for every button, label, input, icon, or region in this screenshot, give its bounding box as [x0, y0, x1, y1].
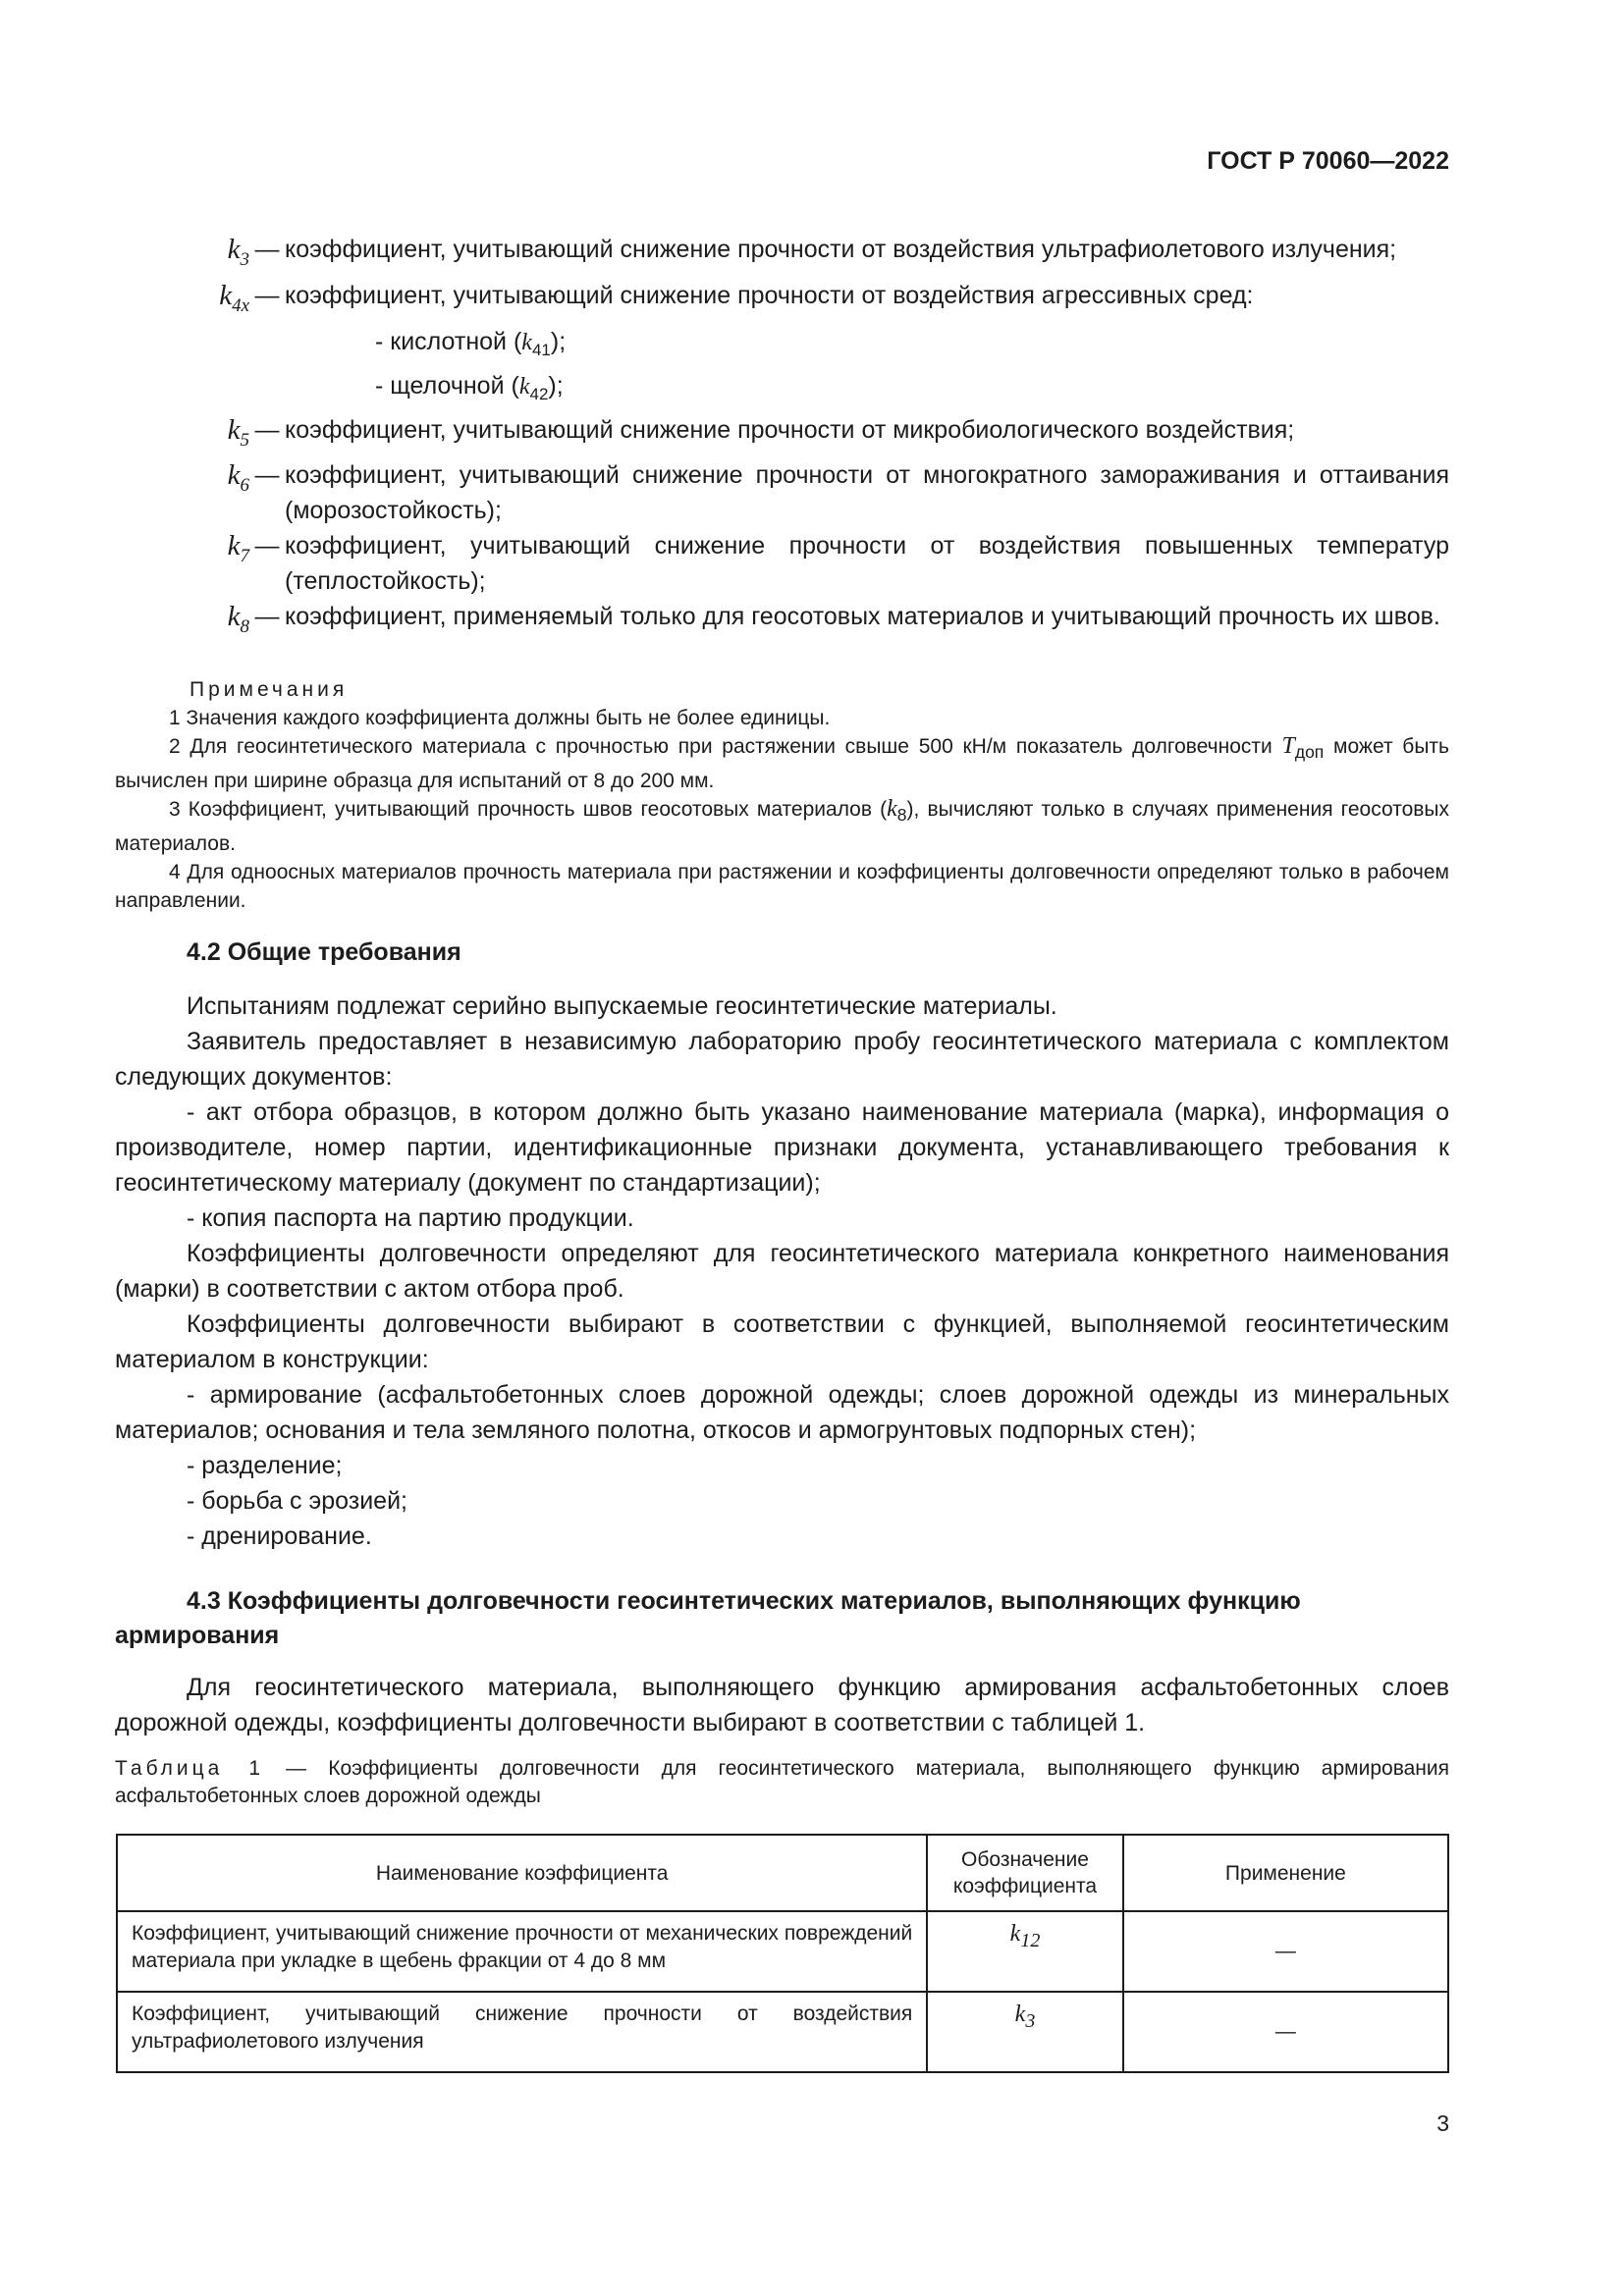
paragraph: Испытаниям подлежат серийно выпускаемые геосинтетические материалы.: [187, 992, 1057, 1020]
paragraph: Коэффициенты долговечности выбирают в соответствии с функцией, выполняемой геосинтетическим материалом в конструкции:: [115, 1310, 1449, 1373]
cell-symbol: $k_{12}$: [927, 1911, 1123, 1992]
definition-dash: —: [254, 236, 280, 263]
subitem-text: - щелочной $(k_{42})$;: [375, 371, 564, 403]
header-name: Наименование коэффициента: [117, 1835, 927, 1911]
definition-text: коэффициент, учитывающий снижение прочности от воздействия повышенных температур (теплостойкость);: [285, 532, 1449, 596]
definition-dash: —: [254, 281, 280, 309]
definition-dash: —: [254, 461, 280, 490]
definition-symbol: $k_7$: [227, 530, 249, 567]
definition-k3: [157, 232, 1449, 278]
paragraph: Коэффициенты долговечности определяют для геосинтетического материала конкретного наименования (марки) в соответствии с актом отбора проб.: [115, 1240, 1449, 1303]
list-item: - разделение;: [187, 1452, 343, 1479]
notes-block: [115, 675, 1449, 915]
coefficients-table: [116, 1834, 1449, 2073]
table-row: [117, 1992, 1448, 2072]
definition-symbol: $k_5$: [227, 413, 249, 451]
definition-dash: —: [254, 603, 280, 631]
list-item: - армирование (асфальтобетонных слоев дорожной одежды; слоев дорожной одежды из минеральных материалов; основания и тела земляного полотна, откосов и армогрунтовых подпорных стен);: [115, 1381, 1449, 1444]
cell-name: Коэффициент, учитывающий снижение прочности от механических повреждений материала при укладке в щебень фракции от 4 до 8 мм: [117, 1911, 927, 1992]
definition-subitem-acid: [157, 324, 1449, 368]
subitem-text: - кислотной $(k_{41})$;: [375, 327, 567, 359]
paragraph: Для геосинтетического материала, выполняющего функцию армирования асфальтобетонных слоев дорожной одежды, коэффициенты долговечности выбирают в соответствии с таблицей 1.: [115, 1674, 1449, 1736]
cell-application: —: [1123, 1992, 1448, 2072]
standard-header: ГОСТ Р 70060—2022: [1207, 147, 1449, 175]
note-2: 2 Для геосинтетического материала с прочностью при растяжении свыше 500 кН/м показатель долговечности $T_{доп}$ может быть вычислен при ширине образца для испытаний от 8 до 200 мм.: [115, 733, 1449, 793]
list-item: - борьба с эрозией;: [187, 1487, 407, 1515]
definition-k4x: [157, 278, 1449, 324]
section-4-2-heading: 4.2 Общие требования: [187, 938, 461, 966]
table-row: [117, 1911, 1448, 1992]
definition-k8: [157, 599, 1449, 645]
note-1: 1 Значения каждого коэффициента должны быть не более единицы.: [169, 707, 831, 729]
note-3: 3 Коэффициент, учитывающий прочность швов геосотовых материалов $(k_8)$, вычисляют только в случаях применения геосотовых материалов.: [115, 796, 1449, 856]
definition-text: коэффициент, применяемый только для геосотовых материалов и учитывающий прочность их швов.: [285, 603, 1440, 631]
header-symbol: Обозначение коэффициента: [927, 1835, 1123, 1911]
definition-symbol: $k_3$: [227, 234, 249, 270]
coefficient-definitions: [157, 232, 1449, 645]
definition-dash: —: [254, 532, 280, 561]
table-header-row: [117, 1835, 1448, 1911]
definition-symbol: $k_{4x}$: [219, 279, 249, 316]
list-item: - акт отбора образцов, в котором должно быть указано наименование материала (марка), информация о производителе, номер партии, идентификационные признаки документа, устанавливающего требования к геосинтетическому материалу (документ по стандартизации);: [115, 1098, 1449, 1197]
list-item: - копия паспорта на партию продукции.: [187, 1204, 634, 1232]
section-4-3-body: [115, 1670, 1449, 1740]
header-application: Применение: [1123, 1835, 1448, 1911]
cell-application: —: [1123, 1911, 1448, 1992]
definition-text: коэффициент, учитывающий снижение прочности от воздействия агрессивных сред:: [285, 281, 1254, 309]
definition-text: коэффициент, учитывающий снижение прочности от многократного замораживания и оттаивания (морозостойкость);: [285, 461, 1449, 525]
definition-symbol: $k_8$: [227, 601, 249, 638]
definition-k5: [157, 412, 1449, 458]
paragraph: Заявитель предоставляет в независимую лабораторию пробу геосинтетического материала с комплектом следующих документов:: [115, 1028, 1449, 1091]
definition-text: коэффициент, учитывающий снижение прочности от микробиологического воздействия;: [285, 415, 1295, 444]
definition-dash: —: [254, 415, 280, 444]
definition-symbol: $k_6$: [227, 459, 249, 497]
definition-k7: [157, 528, 1449, 599]
cell-symbol: $k_3$: [927, 1992, 1123, 2072]
definition-subitem-alkaline: [157, 368, 1449, 412]
section-4-2-body: [115, 988, 1449, 1554]
definition-k6: [157, 457, 1449, 528]
notes-title: Примечания: [189, 678, 349, 701]
list-item: - дренирование.: [187, 1522, 372, 1550]
section-4-3-heading: 4.3 Коэффициенты долговечности геосинтетических материалов, выполняющих функцию армирования: [115, 1587, 1301, 1649]
note-4: 4 Для одноосных материалов прочность материала при растяжении и коэффициенты долговечности определяют только в рабочем направлении.: [115, 861, 1449, 913]
definition-text: коэффициент, учитывающий снижение прочности от воздействия ультрафиолетового излучения;: [285, 236, 1397, 263]
table-caption: Таблица 1 — Коэффициенты долговечности для геосинтетического материала, выполняющего функцию армирования асфальтобетонных слоев дорожной одежды: [115, 1757, 1449, 1807]
page-number: 3: [1436, 2110, 1449, 2136]
cell-name: Коэффициент, учитывающий снижение прочности от воздействия ультрафиолетового излучения: [117, 1992, 927, 2072]
